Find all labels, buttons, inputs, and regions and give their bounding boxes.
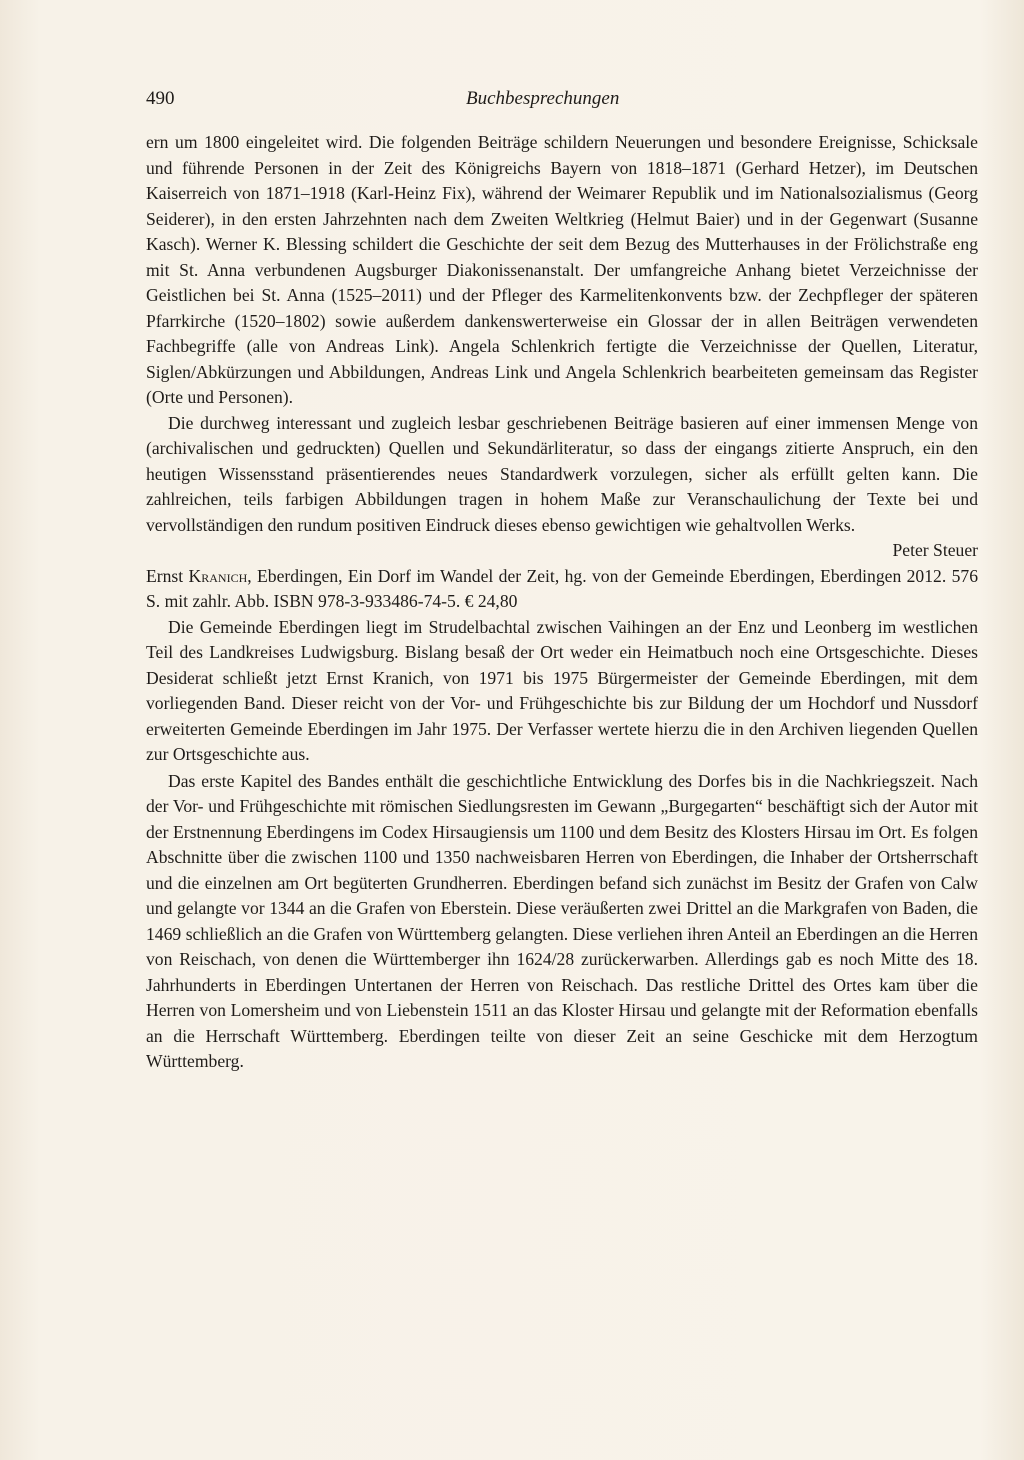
review-paragraph: Die durchweg interessant und zugleich lesbar geschriebenen Beiträge basieren auf einer immensen Menge von (archivalischen und gedruckten) Quellen und Sekundärliteratur, so dass der eingangs zitierte Anspruch, ein den heutigen Wissensstand präsentierendes neues Standardwerk vorzulegen, sicher als erfüllt gelten kann. Die zahlreichen, teils farbigen Abbildungen tragen in hohem Maße zur Veranschaulichung der Texte bei und vervollständigen den rundum positiven Eindruck dieses ebenso gewichtigen wie gehaltvollen Werks.: [146, 412, 978, 535]
review-body: [146, 615, 978, 1075]
page-content: [146, 130, 978, 1075]
review-paragraph: ern um 1800 eingeleitet wird. Die folgenden Beiträge schildern Neuerungen und besondere Ereignisse, Schicksale und führende Personen in der Zeit des Königreichs Bayern von 1818–1871 (Gerhard Hetzer), im Deutschen Kaiserreich von 1871–1918 (Karl-Heinz Fix), während der Weimarer Republik und im Nationalsozialismus (Georg Seiderer), in den ersten Jahrzehnten nach dem Zweiten Weltkrieg (Helmut Baier) und in der Gegenwart (Susanne Kasch). Werner K. Blessing schildert die Geschichte der seit dem Bezug des Mutterhauses in der Frölichstraße eng mit St. Anna verbundenen Augsburger Diakonissenanstalt. Der umfangreiche Anhang bietet Verzeichnisse der Geistlichen bei St. Anna (1525–2011) und der Pfleger des Karmelitenkonvents bzw. der Zechpfleger der späteren Pfarrkirche (1520–1802) sowie außerdem dankenswerterweise ein Glossar der in allen Beiträgen verwendeten Fachbegriffe (alle von Andreas Link). Angela Schlenkrich fertigte die Verzeichnisse der Quellen, Literatur, Siglen/Abkürzungen und Abbildungen, Andreas Link und Angela Schlenkrich bearbeiteten gemeinsam das Register (Orte und Personen).: [146, 132, 978, 407]
review-paragraph: Die Gemeinde Eberdingen liegt im Strudelbachtal zwischen Vaihingen an der Enz und Leonberg im westlichen Teil des Landkreises Ludwigsburg. Bislang besaß der Ort weder ein Heimatbuch noch eine Ortsgeschichte. Dieses Desiderat schließt jetzt Ernst Kranich, von 1971 bis 1975 Bürgermeister der Gemeinde Eberdingen, mit dem vorliegenden Band. Dieser reicht von der Vor- und Frühgeschichte bis zur Bildung der um Hochdorf und Nussdorf erweiterten Gemeinde Eberdingen im Jahr 1975. Der Verfasser wertete hierzu die in den Archiven liegenden Quellen zur Ortsgeschichte aus.: [146, 616, 978, 764]
citation-details: , Eberdingen, Ein Dorf im Wandel der Zeit, hg. von der Gemeinde Eberdingen, Eberdingen 2012. 576 S. mit zahlr. Abb. ISBN 978-3-933486-74-5. € 24,80: [146, 565, 978, 611]
author-last-name: Kranich: [188, 565, 248, 586]
review-new: [146, 564, 978, 1075]
running-head: Buchbesprechungen: [466, 88, 620, 109]
author-first-name: Ernst: [146, 565, 189, 586]
page-header: [146, 88, 978, 112]
bibliographic-citation: [146, 564, 978, 615]
review-continued: [146, 130, 978, 564]
reviewer-signature: Peter Steuer: [892, 540, 978, 560]
review-paragraph: Das erste Kapitel des Bandes enthält die geschichtliche Entwicklung des Dorfes bis in die Nachkriegszeit. Nach der Vor- und Frühgeschichte mit römischen Siedlungsresten im Gewann „Burgegarten“ beschäftigt sich der Autor mit der Erstnennung Eberdingens im Codex Hirsaugiensis um 1100 und dem Besitz des Klosters Hirsau im Ort. Es folgen Abschnitte über die zwischen 1100 und 1350 nachweisbaren Herren von Eberdingen, die Inhaber der Ortsherrschaft und die einzelnen am Ort begüterten Grundherren. Eberdingen befand sich zunächst im Besitz der Grafen von Calw und gelangte vor 1344 an die Grafen von Eberstein. Diese veräußerten zwei Drittel an die Markgrafen von Baden, die 1469 schließlich an die Grafen von Württemberg gelangten. Diese verliehen ihren Anteil an Eberdingen an die Herren von Reischach, von denen die Württemberger ihn 1624/28 zurückerwarben. Allerdings gab es noch Mitte des 18. Jahrhunderts in Eberdingen Untertanen der Herren von Reischach. Das restliche Drittel des Ortes kam über die Herren von Lomersheim und von Liebenstein 1511 an das Kloster Hirsau und gelangte mit der Reformation ebenfalls an die Herrschaft Württemberg. Eberdingen teilte von dieser Zeit an seine Geschicke mit dem Herzogtum Württemberg.: [146, 770, 978, 1071]
page-number: 490: [146, 88, 175, 109]
